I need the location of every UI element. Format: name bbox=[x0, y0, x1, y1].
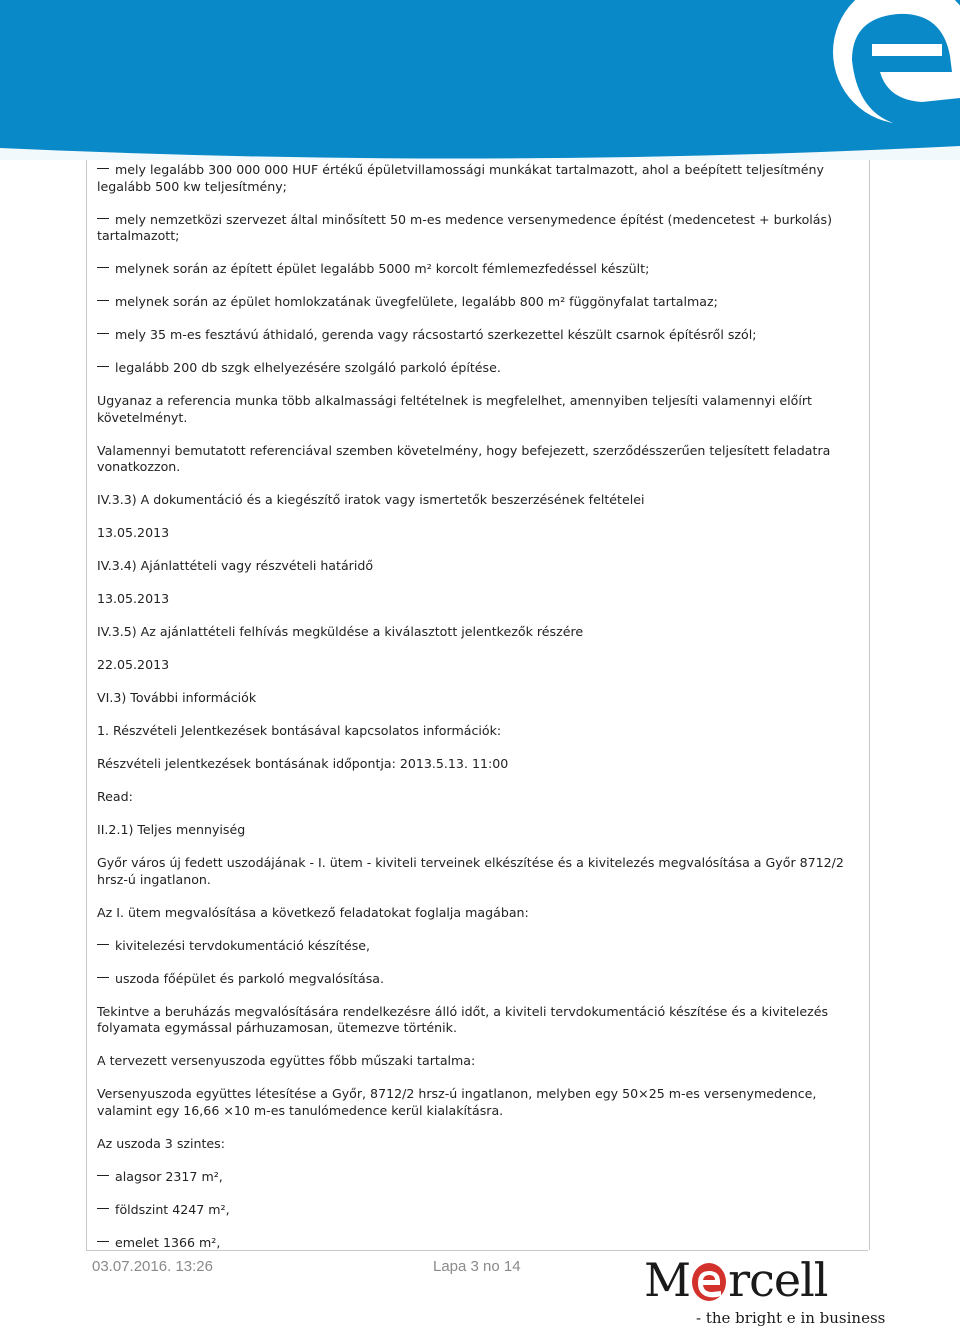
paragraph: IV.3.3) A dokumentáció és a kiegészítő iratok vagy ismertetők beszerzésének feltételei bbox=[97, 492, 645, 507]
footer-divider bbox=[86, 1250, 868, 1251]
paragraph: Valamennyi bemutatott referenciával szemben követelmény, hogy befejezett, szerződésszerűen teljesített feladatra vonatkozzon. bbox=[97, 442, 831, 474]
dash-bullet-icon bbox=[97, 1235, 111, 1250]
footer-date: 03.07.2016. 13:26 bbox=[92, 1258, 213, 1275]
document-body bbox=[97, 162, 867, 1268]
paragraph: 13.05.2013 bbox=[97, 591, 170, 606]
dash-bullet-icon bbox=[97, 327, 111, 342]
e-logo-icon bbox=[691, 1260, 727, 1300]
dash-bullet-icon bbox=[97, 971, 111, 986]
dash-bullet-icon bbox=[97, 360, 111, 375]
logo-letter-m: M bbox=[644, 1253, 691, 1307]
paragraph: Versenyuszoda együttes létesítése a Győr, 8712/2 hrsz-ú ingatlanon, melyben egy 50×25 m-es versenymedence, valamint egy 16,66 ×10 m-es tanulómedence kerül kialakításra. bbox=[97, 1086, 817, 1118]
paragraph: Az I. ütem megvalósítása a következő feladatokat foglalja magában: bbox=[97, 904, 529, 920]
paragraph: Ugyanaz a referencia munka több alkalmassági feltételnek is megfelelhet, amennyiben teljesíti valamennyi előírt követelményt. bbox=[97, 393, 812, 425]
paragraph: II.2.1) Teljes mennyiség bbox=[97, 822, 246, 837]
logo-wordmark bbox=[644, 1254, 828, 1306]
dash-bullet-icon bbox=[97, 162, 111, 177]
paragraph: Részvételi jelentkezések bontásának időpontja: 2013.5.13. 11:00 bbox=[97, 756, 509, 771]
paragraph: IV.3.4) Ajánlattételi vagy részvételi határidő bbox=[97, 558, 374, 573]
paragraph: Read: bbox=[97, 789, 133, 804]
paragraph: Győr város új fedett uszodájának - I. ütem - kiviteli terveinek elkészítése és a kivitelezés megvalósítása a Győr 8712/2 hrsz-ú ingatlanon. bbox=[97, 855, 844, 887]
header-banner bbox=[0, 0, 960, 160]
logo-letters-rest: rcell bbox=[728, 1253, 828, 1307]
paragraph: A tervezett versenyuszoda együttes főbb műszaki tartalma: bbox=[97, 1053, 476, 1068]
paragraph: Tekintve a beruházás megvalósítására rendelkezésre álló időt, a kiviteli tervdokumentáció készítése és a kivitelezés folyamata egymással párhuzamosan, ütemezve történik. bbox=[97, 1003, 829, 1035]
dash-bullet-icon bbox=[97, 294, 111, 309]
dash-bullet-icon bbox=[97, 1202, 111, 1217]
bullet-item: uszoda főépület és parkoló megvalósítása. bbox=[97, 971, 867, 988]
paragraph: VI.3) További információk bbox=[97, 690, 257, 705]
paragraph: 1. Részvételi Jelentkezések bontásával kapcsolatos információk: bbox=[97, 723, 502, 738]
dash-bullet-icon bbox=[97, 212, 111, 227]
bullet-item: mely nemzetközi szervezet által minősített 50 m-es medence versenymedence építést (medencetest + burkolás) tartalmazott; bbox=[97, 211, 832, 243]
bullet-item: melynek során az épület homlokzatának üvegfelülete, legalább 800 m² függönyfalat tartalmaz; bbox=[97, 294, 867, 311]
e-logo-icon bbox=[0, 0, 960, 160]
logo-tagline: - the bright e in business bbox=[696, 1309, 886, 1327]
bullet-item: mely legalább 300 000 000 HUF értékű épületvillamossági munkákat tartalmazott, ahol a beépített teljesítmény legalább 500 kw teljesítmény; bbox=[97, 162, 824, 194]
bullet-item: melynek során az épített épület legalább 5000 m² korcolt fémlemezfedéssel készült; bbox=[97, 261, 867, 278]
paragraph: IV.3.5) Az ajánlattételi felhívás megküldése a kiválasztott jelentkezők részére bbox=[97, 624, 584, 639]
bullet-item: emelet 1366 m², bbox=[97, 1235, 867, 1252]
dash-bullet-icon bbox=[97, 261, 111, 276]
bullet-item: legalább 200 db szgk elhelyezésére szolgáló parkoló építése. bbox=[97, 360, 867, 377]
paragraph: 13.05.2013 bbox=[97, 525, 170, 540]
marcell-logo bbox=[644, 1253, 886, 1329]
bullet-item: kivitelezési tervdokumentáció készítése, bbox=[97, 938, 867, 955]
bullet-item: földszint 4247 m², bbox=[97, 1202, 867, 1219]
bullet-item: mely 35 m-es fesztávú áthidaló, gerenda vagy rácsostartó szerkezettel készült csarnok építésről szól; bbox=[97, 327, 867, 344]
paragraph: Az uszoda 3 szintes: bbox=[97, 1135, 225, 1151]
footer-page-number: Lapa 3 no 14 bbox=[433, 1258, 521, 1275]
dash-bullet-icon bbox=[97, 938, 111, 953]
paragraph: 22.05.2013 bbox=[97, 657, 170, 672]
bullet-item: alagsor 2317 m², bbox=[97, 1169, 867, 1186]
dash-bullet-icon bbox=[97, 1169, 111, 1184]
